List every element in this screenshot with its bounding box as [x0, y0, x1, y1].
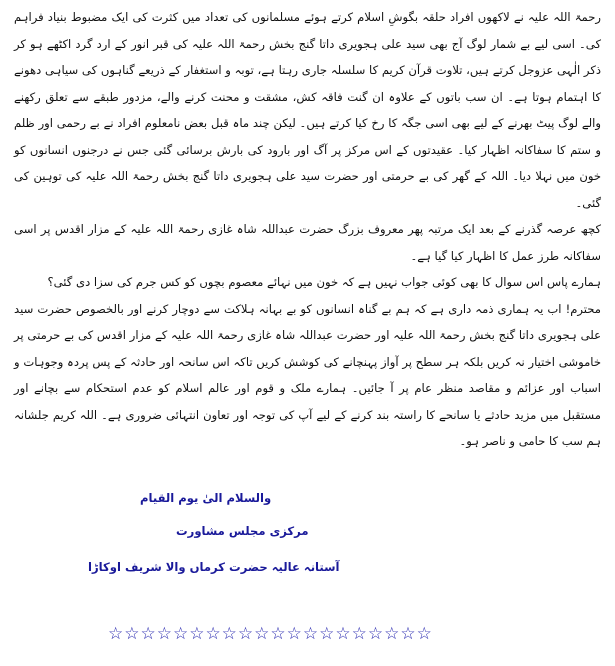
- closing-address: آستانہ عالیہ حضرت کرماں والا شریف اوکاڑا: [88, 560, 340, 574]
- paragraph-data-darbar-tribute: رحمۃ اللہ علیہ نے لاکھوں افراد حلقہ بگوشِ اسلام کرتے ہوئے مسلمانوں کی تعداد میں کثرت کی ایک مضبوط بنیاد فراہم کی۔ اسی لیے بے شمار لوگ آج بھی سید علی ہجویری داتا گنج بخش رحمۃ اللہ علیہ کی قبر انور کے ارد گرد اکٹھے ہو کر ذکر الٰہی عزوجل کرتے ہیں، تلاوت قرآن کریم کا سلسلہ جاری رہتا ہے، توبہ و استغفار کے ذریعے گناہوں کی سیاہی دھونے کا اہتمام ہوتا ہے۔ ان سب باتوں کے علاوہ ان گنت فاقہ کش، مشقت و محنت کرنے والے، مزدور طبقے سے تعلق رکھنے والے لوگ پیٹ بھرنے کے لیے بھی اسی جگہ کا رخ کیا کرتے ہیں۔ لیکن چند ماہ قبل بعض نامعلوم افراد نے بے رحمی اور ظلم و ستم کا سفاکانہ اظہار کیا۔ عقیدتوں کے اس مرکز پر آگ اور بارود کی بارش برسائی گئی جس نے درجنوں انسانوں کو خون میں نہلا دیا۔ اللہ کے گھر کی بے حرمتی اور حضرت سید علی ہجویری داتا گنج بخش رحمۃ اللہ علیہ کی توہین کی گئی۔: [14, 10, 601, 210]
- star-divider: ☆☆☆☆☆☆☆☆☆☆☆☆☆☆☆☆☆☆☆☆: [108, 624, 433, 644]
- paragraph-abdullah-shah-ghazi: کچھ عرصہ گذرنے کے بعد ایک مرتبہ پھر معروف بزرگ حضرت عبداللہ شاہ غازی رحمۃ اللہ علیہ کے مزار اقدس پر اسی سفاکانہ طرز عمل کا اظہار کیا گیا ہے۔: [14, 222, 601, 263]
- paragraph-question: ہمارے پاس اس سوال کا بھی کوئی جواب نہیں ہے کہ خون میں نہائے معصوم بچوں کو کس جرم کی سزا دی گئی؟: [47, 275, 601, 289]
- closing-committee: مرکزی مجلس مشاورت: [176, 524, 309, 538]
- closing-salutation: والسلام الیٰ یوم القیام: [140, 491, 272, 505]
- paragraph-appeal: محترم! اب یہ ہماری ذمہ داری ہے کہ ہم بے گناہ انسانوں کو بے بہانہ ہلاکت سے دوچار کرنے اور بالخصوص حضرت سید علی ہجویری داتا گنج بخش رحمۃ اللہ علیہ اور حضرت عبداللہ شاہ غازی رحمۃ اللہ علیہ کے مزار اقدس کی بے حرمتی پر خاموشی اختیار نہ کریں بلکہ ہر سطح پر آواز پہنچانے کی کوشش کریں تاکہ اس سانحہ اور حادثہ کے پس پردہ وجوہات و اسباب اور عزائم و مقاصد منظر عام پر آ جائیں۔ ہمارے ملک و قوم اور عالم اسلام کو عدم استحکام سے بچانے اور مستقبل میں مزید حادثے یا سانحے کا راستہ بند کرنے کے لیے آپ کی توجہ اور تعاون انتہائی ضروری ہے۔ اللہ کریم جلشانہ ہم سب کا حامی و ناصر ہو۔: [14, 301, 601, 448]
